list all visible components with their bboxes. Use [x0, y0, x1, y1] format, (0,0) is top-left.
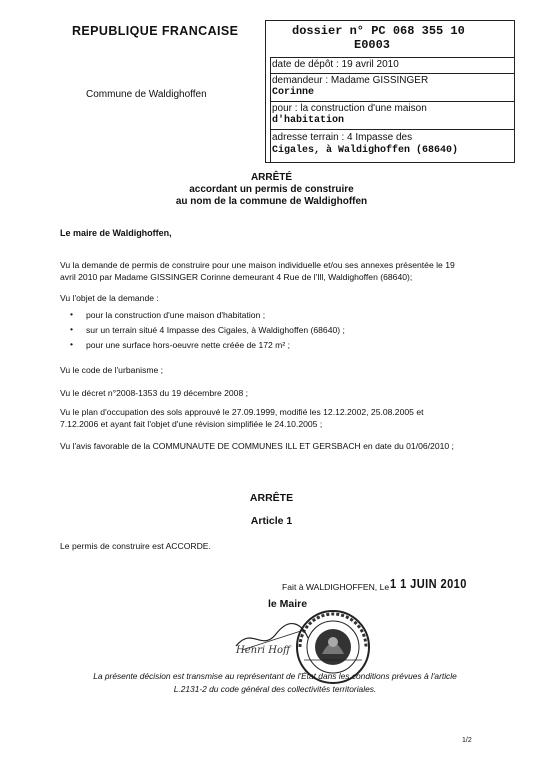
- arrete-title: ARRÊTÉ: [250, 172, 293, 183]
- box-divider: [270, 57, 514, 58]
- demande-line-1: Vu la demande de permis de construire pour une maison individuelle et/ou ses annexes présentée le 19: [60, 260, 455, 270]
- box-divider: [270, 73, 514, 74]
- adresse-line-1: adresse terrain : 4 Impasse des: [272, 132, 413, 143]
- decret-line: Vu le décret n°2008-1353 du 19 décembre 2008 ;: [60, 388, 249, 398]
- arrete-subtitle-1: accordant un permis de construire: [189, 184, 354, 195]
- maire-heading: Le maire de Waldighoffen,: [60, 228, 172, 238]
- demandeur-line-2: Corinne: [272, 87, 315, 98]
- page-number: 1/2: [462, 737, 472, 744]
- footer-note-line-1: La présente décision est transmise au représentant de l'État dans les conditions prévues à l'article: [93, 671, 457, 681]
- arrete-heading: ARRÊTE: [249, 492, 294, 504]
- bullet-dot: •: [70, 339, 74, 349]
- bullet-dot: •: [70, 324, 74, 334]
- pour-line-1: pour : la construction d'une maison: [272, 103, 427, 114]
- stamp-emblem: [315, 629, 351, 665]
- bullet-dot: •: [70, 309, 74, 319]
- pour-line-2: d'habitation: [272, 115, 345, 126]
- commune-name: Commune de Waldighoffen: [86, 89, 207, 100]
- objet-line: Vu l'objet de la demande :: [60, 293, 159, 303]
- footer-note-line-2: L.2131-2 du code général des collectivités territoriales.: [173, 684, 377, 694]
- avis-line: Vu l'avis favorable de la COMMUNAUTE DE COMMUNES ILL ET GERSBACH en date du 01/06/2010 ;: [60, 441, 454, 451]
- signature-scribble-icon: [232, 616, 312, 656]
- dossier-number-suffix: E0003: [354, 38, 391, 52]
- maire-role: le Maire: [268, 598, 308, 610]
- bullet-item: sur un terrain situé 4 Impasse des Cigales, à Waldighoffen (68640) ;: [86, 325, 345, 335]
- plan-line-2: 7.12.2006 et ayant fait l'objet d'une révision simplifiée le 24.10.2005 ;: [60, 419, 323, 429]
- republic-heading: REPUBLIQUE FRANCAISE: [72, 24, 239, 38]
- box-divider: [270, 101, 514, 102]
- dossier-number: dossier n° PC 068 355 10: [292, 24, 465, 38]
- article-text: Le permis de construire est ACCORDE.: [60, 541, 211, 551]
- date-stamp: 1 1 JUIN 2010: [390, 576, 467, 591]
- demandeur-line-1: demandeur : Madame GISSINGER: [272, 75, 429, 86]
- depot-line: [272, 59, 399, 71]
- bullet-item: pour la construction d'une maison d'habitation ;: [86, 310, 266, 320]
- mayor-signature: Henri Hoff: [236, 645, 291, 656]
- arrete-subtitle-2: au nom de la commune de Waldighoffen: [175, 196, 368, 207]
- footer-note: [60, 670, 490, 696]
- bullet-item: pour une surface hors-oeuvre nette créée de 172 m² ;: [86, 340, 290, 350]
- demande-line-2: avril 2010 par Madame GISSINGER Corinne demeurant 4 Rue de l'Ill, Waldighoffen (68640);: [60, 272, 413, 282]
- adresse-line-2: Cigales, à Waldighoffen (68640): [272, 145, 459, 156]
- code-line: Vu le code de l'urbanisme ;: [60, 365, 164, 375]
- box-divider: [270, 129, 514, 130]
- fait-line: Fait à WALDIGHOFFEN, Le: [282, 582, 390, 592]
- plan-line-1: Vu le plan d'occupation des sols approuvé le 27.09.1999, modifié les 12.12.2002, 25.08.2005 et: [60, 407, 424, 417]
- dossier-box: [265, 20, 515, 163]
- article-heading: Article 1: [250, 515, 293, 527]
- depot-text: date de dépôt : 19 avril 2010: [272, 59, 399, 70]
